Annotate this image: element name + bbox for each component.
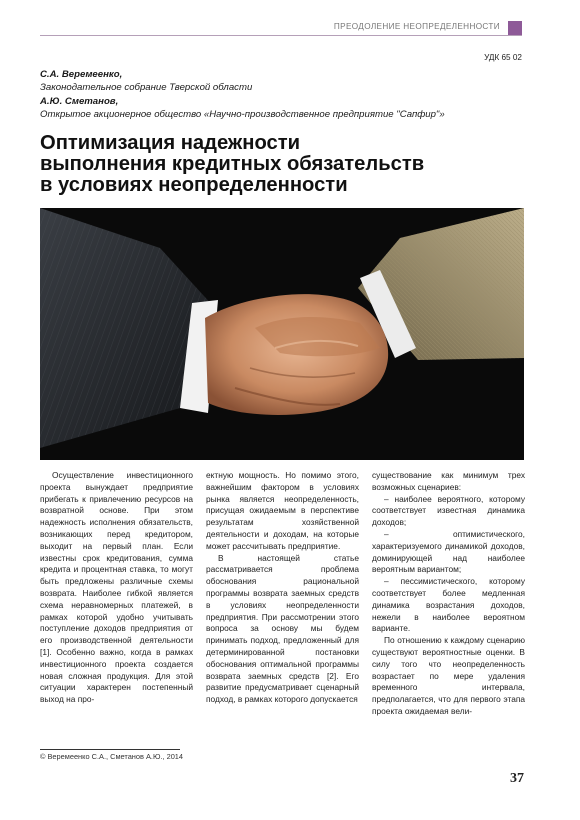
authors-block xyxy=(40,68,520,121)
paragraph: ектную мощность. Но помимо этого, важнейшим фактором в условиях рынка является неопределенность, присущая ожидаемым в перспективе результатам хозяйственной деятельности и доходам, на которые может рассчитывать предприятие. xyxy=(206,470,359,551)
page-number: 37 xyxy=(510,771,524,786)
handshake-illustration xyxy=(40,208,524,460)
list-item: – пессимистического, которому соответствует более медленная динамика возрастания доходов, нежели в наиболее вероятном варианте. xyxy=(372,576,525,634)
text-column-3 xyxy=(372,470,525,718)
author-affiliation: Законодательное собрание Тверской области xyxy=(40,82,253,94)
title-line: Оптимизация надежности xyxy=(40,132,301,154)
list-item: – оптимистического, характеризуемого динамикой доходов, доминирующей над наиболее вероятным вариантом; xyxy=(372,528,525,575)
author-name: А.Ю. Сметанов, xyxy=(40,95,119,107)
paragraph: Осуществление инвестиционного проекта вынуждает предприятие прибегать к привлечению ресурсов на возвратной основе. При этом надежность исполнения обязательств, возникающих перед кредитором, выходит на первый план. Если известны срок кредитования, сумма кредита и процентная ставка, то могут быть предложены различные схемы возврата. Наиболее гибкой является схема неравномерных платежей, в рамках которой удобно учитывать поступление доходов предприятия от его производственной деятельности [1]. Особенно важно, когда в рамках инвестиционного проекта создается новая сложная продукция. Для этой ситуации характерен постепенный выход на про- xyxy=(40,470,193,705)
paragraph: существование как минимум трех возможных сценариев: xyxy=(372,470,525,492)
handshake-photo xyxy=(40,208,524,460)
article-title xyxy=(40,133,520,196)
udk-code: УДК 65 02 xyxy=(484,53,522,62)
author-name: С.А. Веремеенко, xyxy=(40,69,123,80)
title-line: в условиях неопределенности xyxy=(40,174,348,196)
copyright-footnote: © Веремеенко С.А., Сметанов А.Ю., 2014 xyxy=(40,752,184,761)
list-item: – наиболее вероятного, которому соответствует известная динамика доходов; xyxy=(372,493,525,528)
section-color-mark xyxy=(508,21,522,35)
running-head xyxy=(40,22,522,36)
text-column-2 xyxy=(206,470,359,706)
footnote-rule xyxy=(40,749,180,750)
title-line: выполнения кредитных обязательств xyxy=(40,153,425,175)
text-column-1 xyxy=(40,470,193,706)
author-affiliation: Открытое акционерное общество «Научно-производственное предприятие "Сапфир"» xyxy=(40,108,445,120)
body-text xyxy=(40,470,525,742)
paragraph: В настоящей статье рассматривается проблема обоснования рациональной программы возврата заемных средств в условиях неопределенности предприятия. При рассмотрении этого вопроса за основу мы будем принимать подход, предложенный для детерминированной постановки обоснования оптимальной программы возврата заемных средств [2]. Его развитие предусматривает сценарный подход, в рамках которого допускается xyxy=(206,552,359,705)
paragraph: По отношению к каждому сценарию существуют вероятностные оценки. В силу того что неопределенность возрастает по мере удаления временного интервала, предполагается, что для первого этапа проекта ожидаемая вели- xyxy=(372,635,525,716)
running-head-text: ПРЕОДОЛЕНИЕ НЕОПРЕДЕЛЕННОСТИ xyxy=(333,22,500,31)
